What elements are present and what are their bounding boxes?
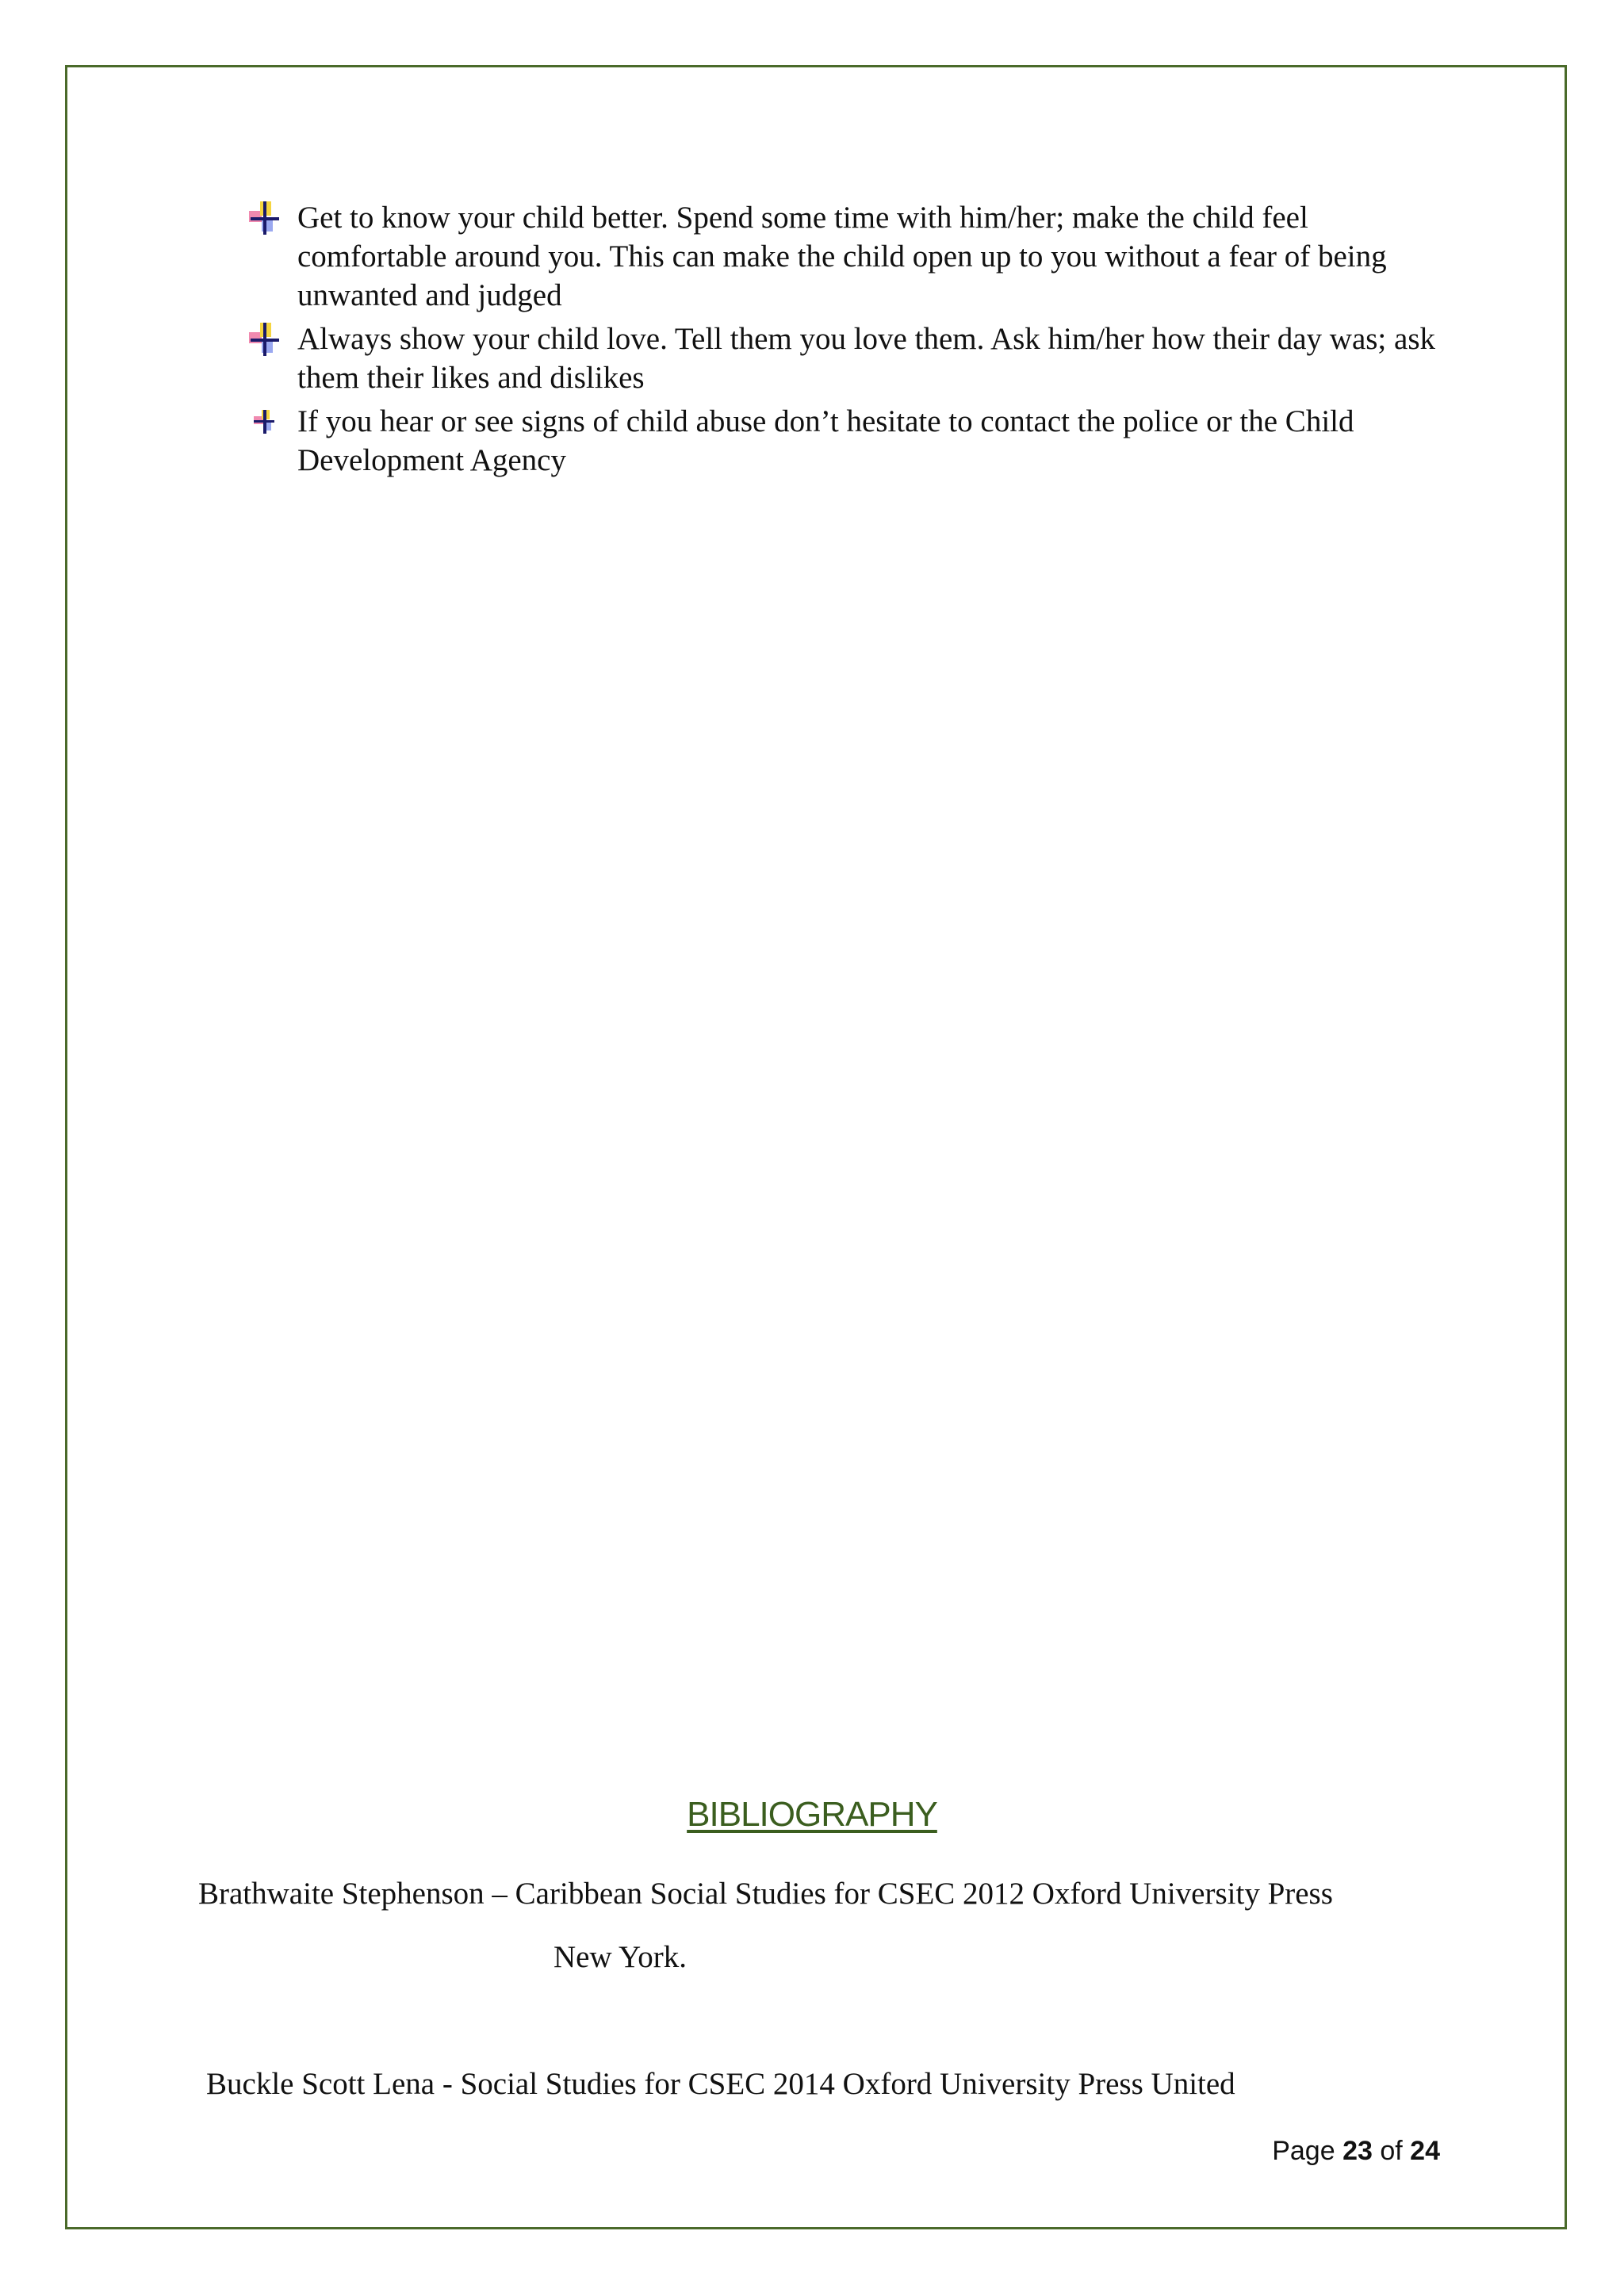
bullet-text: Get to know your child better. Spend some time with him/her; make the child feel comfortable around you. This can make the child open up to you without a fear of being unwanted and judged	[297, 201, 1387, 312]
bibliography-heading: BIBLIOGRAPHY	[687, 1795, 937, 1834]
bullet-list	[246, 198, 1435, 484]
bibliography-entry: Brathwaite Stephenson – Caribbean Social Studies for CSEC 2012 Oxford University Press	[198, 1877, 1333, 1911]
page-total: 24	[1410, 2136, 1440, 2166]
page-label: Page	[1272, 2136, 1335, 2166]
colored-cross-bullet-icon	[246, 321, 282, 358]
list-item	[246, 320, 1435, 397]
bibliography-entry: Buckle Scott Lena - Social Studies for CSEC 2014 Oxford University Press United	[206, 2067, 1235, 2101]
list-item	[246, 402, 1435, 480]
colored-cross-bullet-icon	[246, 200, 282, 236]
bullet-text: If you hear or see signs of child abuse don’t hesitate to contact the police or the Child Development Agency	[297, 404, 1354, 477]
page-of: of	[1380, 2136, 1403, 2166]
colored-cross-bullet-icon	[246, 404, 282, 440]
list-item	[246, 198, 1435, 315]
page-current: 23	[1342, 2136, 1373, 2166]
bullet-text: Always show your child love. Tell them you love them. Ask him/her how their day was; ask them their likes and dislikes	[297, 322, 1436, 395]
bibliography-entry-continuation: New York.	[553, 1940, 687, 1974]
page-number	[1272, 2136, 1440, 2167]
